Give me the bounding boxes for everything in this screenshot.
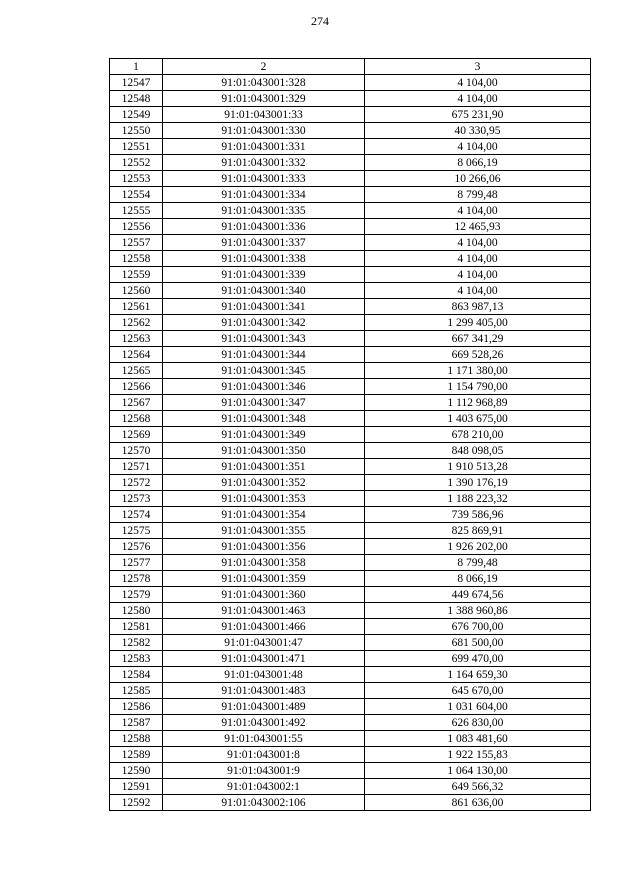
row-number-cell: 12577	[110, 555, 163, 571]
table-row	[110, 731, 591, 747]
cadastral-number-cell: 91:01:043001:334	[163, 187, 365, 203]
table-row	[110, 91, 591, 107]
cadastral-number-cell: 91:01:043001:471	[163, 651, 365, 667]
cadastral-number-cell: 91:01:043001:466	[163, 619, 365, 635]
value-cell: 861 636,00	[365, 795, 591, 811]
cadastral-number-cell: 91:01:043001:353	[163, 491, 365, 507]
value-cell: 449 674,56	[365, 587, 591, 603]
value-cell: 8 066,19	[365, 155, 591, 171]
table-row	[110, 459, 591, 475]
cadastral-number-cell: 91:01:043001:331	[163, 139, 365, 155]
cadastral-number-cell: 91:01:043001:351	[163, 459, 365, 475]
table-row	[110, 763, 591, 779]
value-cell: 4 104,00	[365, 283, 591, 299]
value-cell: 4 104,00	[365, 251, 591, 267]
value-cell: 667 341,29	[365, 331, 591, 347]
row-number-cell: 12554	[110, 187, 163, 203]
row-number-cell: 12568	[110, 411, 163, 427]
value-cell: 678 210,00	[365, 427, 591, 443]
cadastral-number-cell: 91:01:043001:340	[163, 283, 365, 299]
table-row	[110, 219, 591, 235]
cadastral-number-cell: 91:01:043001:342	[163, 315, 365, 331]
table-row	[110, 571, 591, 587]
cadastral-number-cell: 91:01:043001:348	[163, 411, 365, 427]
value-cell: 681 500,00	[365, 635, 591, 651]
table-row	[110, 587, 591, 603]
value-cell: 4 104,00	[365, 235, 591, 251]
row-number-cell: 12578	[110, 571, 163, 587]
value-cell: 1 388 960,86	[365, 603, 591, 619]
value-cell: 676 700,00	[365, 619, 591, 635]
table-row	[110, 267, 591, 283]
table-row	[110, 539, 591, 555]
cadastral-number-cell: 91:01:043001:8	[163, 747, 365, 763]
table-row	[110, 299, 591, 315]
value-cell: 1 922 155,83	[365, 747, 591, 763]
value-cell: 699 470,00	[365, 651, 591, 667]
row-number-cell: 12550	[110, 123, 163, 139]
table-row	[110, 203, 591, 219]
cadastral-number-cell: 91:01:043001:345	[163, 363, 365, 379]
table-row	[110, 699, 591, 715]
row-number-cell: 12567	[110, 395, 163, 411]
row-number-cell: 12569	[110, 427, 163, 443]
table-row	[110, 283, 591, 299]
cadastral-number-cell: 91:01:043001:489	[163, 699, 365, 715]
row-number-cell: 12561	[110, 299, 163, 315]
value-cell: 12 465,93	[365, 219, 591, 235]
table-row	[110, 251, 591, 267]
cadastral-number-cell: 91:01:043001:9	[163, 763, 365, 779]
row-number-cell: 12548	[110, 91, 163, 107]
value-cell: 1 171 380,00	[365, 363, 591, 379]
table-row	[110, 123, 591, 139]
cadastral-number-cell: 91:01:043002:106	[163, 795, 365, 811]
table-row	[110, 315, 591, 331]
row-number-cell: 12564	[110, 347, 163, 363]
table-row	[110, 667, 591, 683]
cadastral-number-cell: 91:01:043001:33	[163, 107, 365, 123]
row-number-cell: 12551	[110, 139, 163, 155]
value-cell: 825 869,91	[365, 523, 591, 539]
row-number-cell: 12565	[110, 363, 163, 379]
table-row	[110, 443, 591, 459]
cadastral-number-cell: 91:01:043001:492	[163, 715, 365, 731]
cadastral-number-cell: 91:01:043001:358	[163, 555, 365, 571]
value-cell: 8 799,48	[365, 555, 591, 571]
row-number-cell: 12553	[110, 171, 163, 187]
cadastral-number-cell: 91:01:043001:349	[163, 427, 365, 443]
row-number-cell: 12563	[110, 331, 163, 347]
cadastral-number-cell: 91:01:043001:352	[163, 475, 365, 491]
registry-table	[109, 58, 591, 811]
cadastral-number-cell: 91:01:043001:55	[163, 731, 365, 747]
value-cell: 1 299 405,00	[365, 315, 591, 331]
cadastral-number-cell: 91:01:043001:337	[163, 235, 365, 251]
table-body	[110, 75, 591, 811]
row-number-cell: 12592	[110, 795, 163, 811]
row-number-cell: 12566	[110, 379, 163, 395]
table-row	[110, 235, 591, 251]
table-row	[110, 475, 591, 491]
row-number-cell: 12575	[110, 523, 163, 539]
value-cell: 40 330,95	[365, 123, 591, 139]
cadastral-number-cell: 91:01:043001:341	[163, 299, 365, 315]
table-row	[110, 715, 591, 731]
value-cell: 1 064 130,00	[365, 763, 591, 779]
row-number-cell: 12570	[110, 443, 163, 459]
value-cell: 1 390 176,19	[365, 475, 591, 491]
cadastral-number-cell: 91:01:043001:344	[163, 347, 365, 363]
cadastral-number-cell: 91:01:043001:347	[163, 395, 365, 411]
value-cell: 1 188 223,32	[365, 491, 591, 507]
row-number-cell: 12555	[110, 203, 163, 219]
cadastral-number-cell: 91:01:043001:346	[163, 379, 365, 395]
cadastral-number-cell: 91:01:043001:356	[163, 539, 365, 555]
value-cell: 675 231,90	[365, 107, 591, 123]
cadastral-number-cell: 91:01:043001:336	[163, 219, 365, 235]
table-row	[110, 411, 591, 427]
row-number-cell: 12576	[110, 539, 163, 555]
cadastral-number-cell: 91:01:043001:354	[163, 507, 365, 523]
value-cell: 4 104,00	[365, 91, 591, 107]
table-row	[110, 635, 591, 651]
row-number-cell: 12574	[110, 507, 163, 523]
cadastral-number-cell: 91:01:043001:328	[163, 75, 365, 91]
row-number-cell: 12558	[110, 251, 163, 267]
table-row	[110, 139, 591, 155]
value-cell: 1 403 675,00	[365, 411, 591, 427]
cadastral-number-cell: 91:01:043001:343	[163, 331, 365, 347]
value-cell: 8 066,19	[365, 571, 591, 587]
cadastral-number-cell: 91:01:043001:355	[163, 523, 365, 539]
column-header-1: 1	[110, 59, 163, 75]
row-number-cell: 12590	[110, 763, 163, 779]
cadastral-number-cell: 91:01:043001:329	[163, 91, 365, 107]
cadastral-number-cell: 91:01:043001:483	[163, 683, 365, 699]
cadastral-number-cell: 91:01:043001:48	[163, 667, 365, 683]
value-cell: 1 031 604,00	[365, 699, 591, 715]
row-number-cell: 12562	[110, 315, 163, 331]
value-cell: 4 104,00	[365, 267, 591, 283]
row-number-cell: 12588	[110, 731, 163, 747]
row-number-cell: 12552	[110, 155, 163, 171]
row-number-cell: 12586	[110, 699, 163, 715]
row-number-cell: 12585	[110, 683, 163, 699]
row-number-cell: 12556	[110, 219, 163, 235]
row-number-cell: 12573	[110, 491, 163, 507]
cadastral-number-cell: 91:01:043001:335	[163, 203, 365, 219]
row-number-cell: 12584	[110, 667, 163, 683]
value-cell: 626 830,00	[365, 715, 591, 731]
row-number-cell: 12557	[110, 235, 163, 251]
table-row	[110, 331, 591, 347]
table-row	[110, 603, 591, 619]
table-row	[110, 555, 591, 571]
cadastral-number-cell: 91:01:043001:47	[163, 635, 365, 651]
value-cell: 8 799,48	[365, 187, 591, 203]
value-cell: 1 112 968,89	[365, 395, 591, 411]
value-cell: 1 164 659,30	[365, 667, 591, 683]
table-row	[110, 747, 591, 763]
cadastral-number-cell: 91:01:043002:1	[163, 779, 365, 795]
value-cell: 1 154 790,00	[365, 379, 591, 395]
cadastral-number-cell: 91:01:043001:463	[163, 603, 365, 619]
row-number-cell: 12589	[110, 747, 163, 763]
row-number-cell: 12591	[110, 779, 163, 795]
cadastral-number-cell: 91:01:043001:339	[163, 267, 365, 283]
value-cell: 739 586,96	[365, 507, 591, 523]
row-number-cell: 12582	[110, 635, 163, 651]
table-row	[110, 379, 591, 395]
table-row	[110, 395, 591, 411]
table-row	[110, 75, 591, 91]
table-row	[110, 779, 591, 795]
table-header-row	[110, 59, 591, 75]
value-cell: 1 926 202,00	[365, 539, 591, 555]
cadastral-number-cell: 91:01:043001:332	[163, 155, 365, 171]
row-number-cell: 12587	[110, 715, 163, 731]
page-number: 274	[311, 14, 329, 28]
cadastral-number-cell: 91:01:043001:330	[163, 123, 365, 139]
row-number-cell: 12571	[110, 459, 163, 475]
table-row	[110, 619, 591, 635]
row-number-cell: 12580	[110, 603, 163, 619]
row-number-cell: 12579	[110, 587, 163, 603]
column-header-3: 3	[365, 59, 591, 75]
table-row	[110, 683, 591, 699]
table-row	[110, 427, 591, 443]
value-cell: 863 987,13	[365, 299, 591, 315]
table-row	[110, 507, 591, 523]
table-row	[110, 187, 591, 203]
cadastral-number-cell: 91:01:043001:360	[163, 587, 365, 603]
value-cell: 645 670,00	[365, 683, 591, 699]
value-cell: 848 098,05	[365, 443, 591, 459]
cadastral-number-cell: 91:01:043001:359	[163, 571, 365, 587]
row-number-cell: 12549	[110, 107, 163, 123]
row-number-cell: 12581	[110, 619, 163, 635]
row-number-cell: 12572	[110, 475, 163, 491]
value-cell: 4 104,00	[365, 203, 591, 219]
table-row	[110, 107, 591, 123]
value-cell: 1 910 513,28	[365, 459, 591, 475]
cadastral-number-cell: 91:01:043001:350	[163, 443, 365, 459]
column-header-2: 2	[163, 59, 365, 75]
row-number-cell: 12583	[110, 651, 163, 667]
table-row	[110, 347, 591, 363]
value-cell: 4 104,00	[365, 75, 591, 91]
value-cell: 649 566,32	[365, 779, 591, 795]
cadastral-number-cell: 91:01:043001:333	[163, 171, 365, 187]
cadastral-number-cell: 91:01:043001:338	[163, 251, 365, 267]
value-cell: 4 104,00	[365, 139, 591, 155]
value-cell: 669 528,26	[365, 347, 591, 363]
table-row	[110, 795, 591, 811]
value-cell: 10 266,06	[365, 171, 591, 187]
row-number-cell: 12559	[110, 267, 163, 283]
value-cell: 1 083 481,60	[365, 731, 591, 747]
table-row	[110, 155, 591, 171]
row-number-cell: 12560	[110, 283, 163, 299]
row-number-cell: 12547	[110, 75, 163, 91]
table-row	[110, 523, 591, 539]
table-row	[110, 651, 591, 667]
table-row	[110, 363, 591, 379]
table-row	[110, 171, 591, 187]
table-row	[110, 491, 591, 507]
